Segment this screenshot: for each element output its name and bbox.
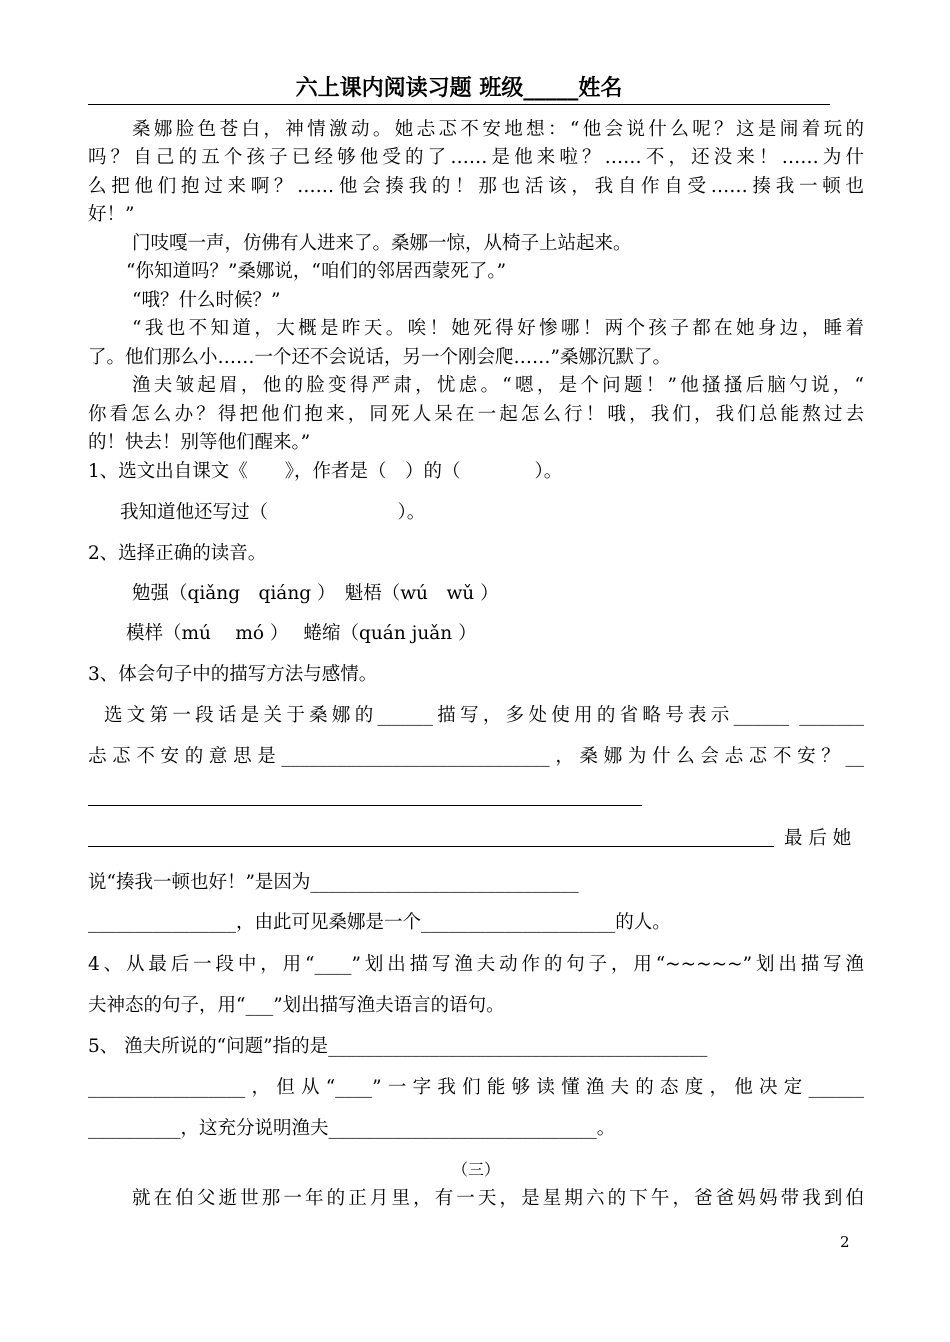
question-3-line-2: 忐忑不安的意思是_____________________________，桑娜为什么会忐忑不安？__ bbox=[88, 746, 864, 767]
question-4-line-1: 4、从最后一段中，用“____”划出描写渔夫动作的句子，用“~~~~~”划出描写渔 bbox=[88, 954, 864, 975]
question-3-line-4-tail: 最 后 她 bbox=[784, 828, 852, 849]
question-4-line-2: 夫神态的句子，用“___”划出描写渔夫语言的语句。 bbox=[88, 995, 505, 1016]
question-3-line-1: 选文第一段话是关于桑娜的______描写，多处使用的省略号表示______ _______ bbox=[104, 705, 864, 726]
question-2-row-1: 勉强（qiǎng qiáng ） 魁梧（wú wǔ ） bbox=[132, 583, 499, 604]
passage-line-10: 渔夫皱起眉，他的脸变得严肃，忧虑。“嗯，是个问题！”他搔搔后脑勺说，“ bbox=[132, 375, 864, 396]
page-number: 2 bbox=[840, 1233, 850, 1251]
question-3-title: 3、体会句子中的描写方法与感情。 bbox=[88, 664, 378, 685]
page-title: 六上课内阅读习题 班级_____姓名 bbox=[295, 76, 623, 101]
passage-line-8: “我也不知道，大概是昨天。唉！她死得好惨哪！两个孩子都在她身边，睡着 bbox=[132, 318, 864, 339]
question-5-line-3: __________，这充分说明渔夫_____________________________。 bbox=[88, 1118, 616, 1139]
section-3-heading: （三） bbox=[451, 1160, 500, 1179]
passage-line-9: 了。他们那么小……一个还不会说话，另一个刚会爬……”桑娜沉默了。 bbox=[88, 347, 671, 368]
question-2-row-2: 模样（mú mó ） 蜷缩（quán juǎn ） bbox=[126, 623, 477, 644]
passage-line-3: 么把他们抱过来啊？……他会揍我的！那也活该，我自作自受……揍我一顿也 bbox=[88, 176, 864, 197]
question-3-line-5: 说“揍我一顿也好！”是因为_____________________________ bbox=[88, 872, 579, 893]
passage-line-11: 你看怎么办？得把他们抱来，同死人呆在一起怎么行！哦，我们，我们总能熬过去 bbox=[88, 404, 864, 425]
passage-line-6: “你知道吗？”桑娜说，“咱们的邻居西蒙死了。” bbox=[126, 261, 507, 282]
section-3-first-line: 就在伯父逝世那一年的正月里，有一天，是星期六的下午，爸爸妈妈带我到伯 bbox=[132, 1188, 864, 1209]
passage-line-5: 门吱嘎一声，仿佛有人进来了。桑娜一惊，从椅子上站起来。 bbox=[132, 233, 632, 254]
passage-line-7: “哦？什么时候？” bbox=[132, 290, 281, 311]
question-1-line-2: 我知道他还写过（ ）。 bbox=[120, 502, 426, 523]
passage-line-4: 好！” bbox=[88, 204, 135, 225]
passage-line-2: 吗？自己的五个孩子已经够他受的了……是他来啦？……不，还没来！……为什 bbox=[88, 147, 864, 168]
question-5-line-1: 5、 渔夫所说的“问题”指的是_________________________________________ bbox=[88, 1036, 708, 1057]
answer-line-blank bbox=[88, 805, 642, 806]
passage-line-1: 桑娜脸色苍白，神情激动。她忐忑不安地想：“他会说什么呢？这是闹着玩的 bbox=[132, 119, 864, 140]
question-2-title: 2、选择正确的读音。 bbox=[88, 543, 267, 564]
passage-line-12: 的！快去！别等他们醒来。” bbox=[88, 432, 311, 453]
question-5-line-2: _________________，但从“____”一字我们能够读懂渔夫的态度，他决定______ bbox=[88, 1077, 864, 1098]
question-1-line-1: 1、选文出自课文《 》，作者是（ ）的（ ）。 bbox=[88, 461, 563, 482]
title-divider bbox=[88, 104, 830, 105]
answer-line-blank-2 bbox=[88, 846, 774, 847]
question-3-line-6: ________________，由此可见桑娜是一个_____________________的人。 bbox=[88, 912, 671, 933]
